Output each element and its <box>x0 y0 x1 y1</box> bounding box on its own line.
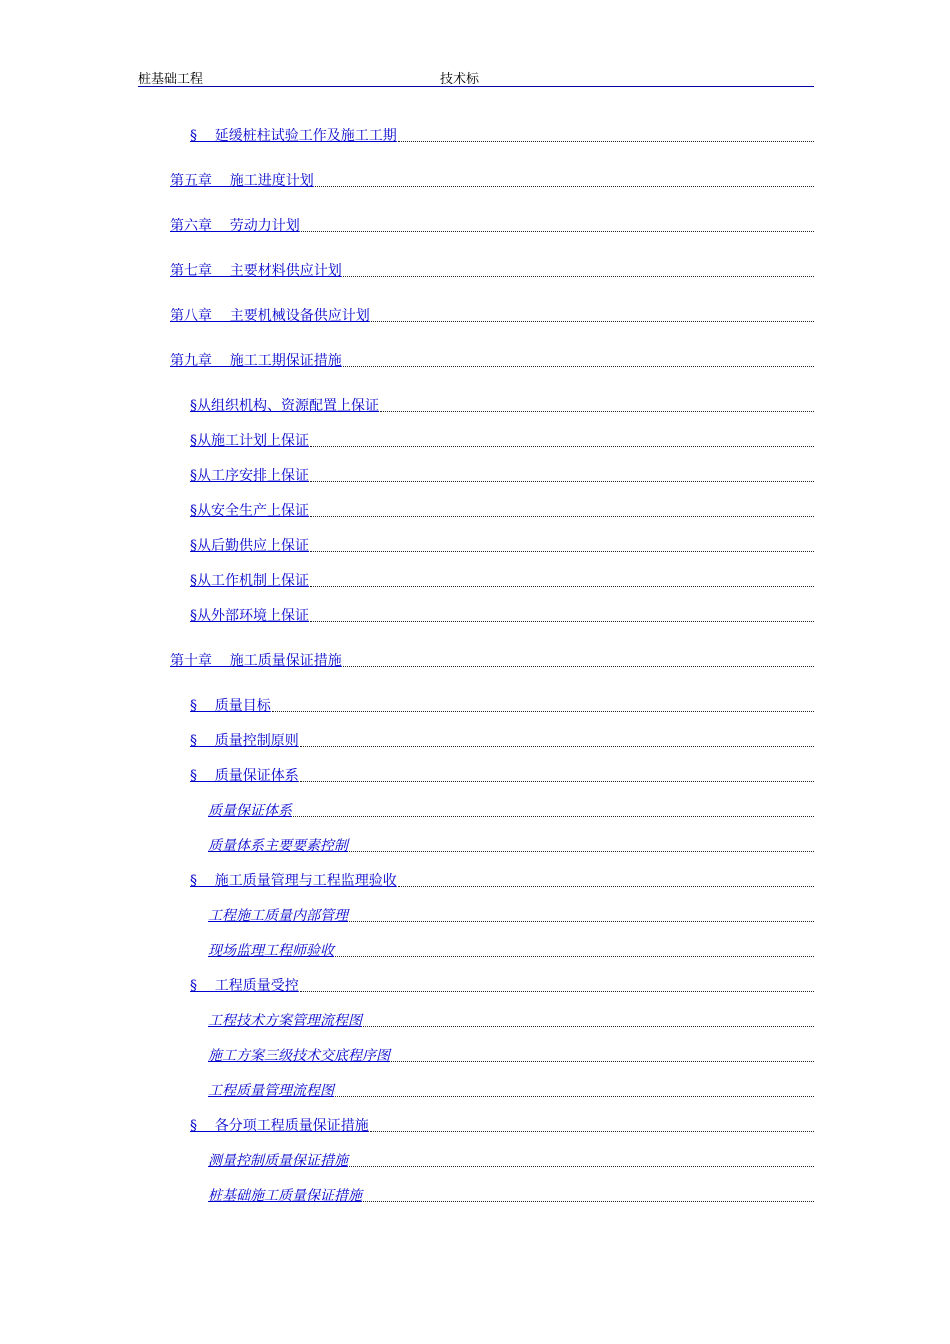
dot-leader <box>349 1165 814 1167</box>
dot-leader <box>391 1060 814 1062</box>
toc-entry-link[interactable]: § 质量目标 <box>190 698 271 714</box>
toc-entry[interactable] <box>170 170 814 190</box>
toc-entry[interactable] <box>208 800 814 820</box>
toc-entry[interactable] <box>208 940 814 960</box>
toc-entry-link[interactable]: 质量体系主要要素控制 <box>208 838 348 854</box>
toc-entry[interactable] <box>170 260 814 280</box>
toc-entry[interactable] <box>208 1150 814 1170</box>
dot-leader <box>398 140 814 142</box>
toc-entry[interactable] <box>208 1080 814 1100</box>
toc-entry[interactable] <box>170 650 814 670</box>
dot-leader <box>398 885 814 887</box>
dot-leader <box>300 780 814 782</box>
toc-entry-link[interactable]: § 工程质量受控 <box>190 978 299 994</box>
dot-leader <box>300 990 814 992</box>
header-document-type: 技术标 <box>440 72 480 87</box>
dot-leader <box>349 920 814 922</box>
dot-leader <box>272 710 814 712</box>
toc-entry-link[interactable]: § 延缓桩柱试验工作及施工工期 <box>190 128 397 144</box>
toc-entry-link[interactable]: 第十章 施工质量保证措施 <box>170 653 342 669</box>
toc-entry[interactable] <box>190 500 814 520</box>
toc-entry-link[interactable]: 工程施工质量内部管理 <box>208 908 348 924</box>
toc-entry[interactable] <box>190 465 814 485</box>
toc-entry[interactable] <box>208 905 814 925</box>
toc-entry[interactable] <box>190 870 814 890</box>
dot-leader <box>301 230 814 232</box>
toc-entry[interactable] <box>170 305 814 325</box>
dot-leader <box>293 815 814 817</box>
dot-leader <box>310 515 814 517</box>
toc-entry[interactable] <box>190 395 814 415</box>
dot-leader <box>371 320 814 322</box>
dot-leader <box>343 665 814 667</box>
dot-leader <box>310 550 814 552</box>
toc-entry[interactable] <box>190 1115 814 1135</box>
toc-entry-link[interactable]: 第六章 劳动力计划 <box>170 218 300 234</box>
toc-entry-link[interactable]: §从工序安排上保证 <box>190 468 309 484</box>
toc-entry-link[interactable]: 现场监理工程师验收 <box>208 943 334 959</box>
toc-entry[interactable] <box>190 695 814 715</box>
toc-entry-link[interactable]: § 施工质量管理与工程监理验收 <box>190 873 397 889</box>
dot-leader <box>343 365 814 367</box>
toc-entry[interactable] <box>190 975 814 995</box>
toc-entry-link[interactable]: 测量控制质量保证措施 <box>208 1153 348 1169</box>
toc-entry-link[interactable]: §从后勤供应上保证 <box>190 538 309 554</box>
toc-entry[interactable] <box>190 765 814 785</box>
toc-entry-link[interactable]: §从安全生产上保证 <box>190 503 309 519</box>
toc-entry[interactable] <box>170 215 814 235</box>
toc-entry[interactable] <box>190 535 814 555</box>
dot-leader <box>310 620 814 622</box>
dot-leader <box>335 1095 814 1097</box>
toc-entry-link[interactable]: §从施工计划上保证 <box>190 433 309 449</box>
header-project-name: 桩基础工程 <box>138 72 204 87</box>
dot-leader <box>335 955 814 957</box>
toc-entry[interactable] <box>190 430 814 450</box>
toc-entry[interactable] <box>208 835 814 855</box>
toc-entry-link[interactable]: § 各分项工程质量保证措施 <box>190 1118 369 1134</box>
dot-leader <box>349 850 814 852</box>
toc-entry-link[interactable]: 第七章 主要材料供应计划 <box>170 263 342 279</box>
dot-leader <box>343 275 814 277</box>
toc-entry-link[interactable]: 施工方案三级技术交底程序图 <box>208 1048 390 1064</box>
dot-leader <box>300 745 814 747</box>
toc-entry-link[interactable]: 工程技术方案管理流程图 <box>208 1013 362 1029</box>
dot-leader <box>310 480 814 482</box>
toc-entry-link[interactable]: 第九章 施工工期保证措施 <box>170 353 342 369</box>
page-header <box>138 66 814 87</box>
dot-leader <box>363 1025 814 1027</box>
toc-entry[interactable] <box>170 350 814 370</box>
dot-leader <box>310 585 814 587</box>
dot-leader <box>315 185 814 187</box>
dot-leader <box>380 410 814 412</box>
toc-entry[interactable] <box>190 570 814 590</box>
toc-entry-link[interactable]: §从组织机构、资源配置上保证 <box>190 398 379 414</box>
toc-entry-link[interactable]: 第五章 施工进度计划 <box>170 173 314 189</box>
toc-entry-link[interactable]: §从外部环境上保证 <box>190 608 309 624</box>
toc-entry-link[interactable]: 质量保证体系 <box>208 803 292 819</box>
toc-entry-link[interactable]: 第八章 主要机械设备供应计划 <box>170 308 370 324</box>
toc-entry[interactable] <box>208 1185 814 1205</box>
toc-entry-link[interactable]: § 质量控制原则 <box>190 733 299 749</box>
toc-entry[interactable] <box>208 1010 814 1030</box>
dot-leader <box>370 1130 814 1132</box>
dot-leader <box>363 1200 814 1202</box>
toc-entry[interactable] <box>190 125 814 145</box>
toc-entry[interactable] <box>208 1045 814 1065</box>
toc-entry[interactable] <box>190 730 814 750</box>
toc-entry-link[interactable]: §从工作机制上保证 <box>190 573 309 589</box>
toc-entry-link[interactable]: § 质量保证体系 <box>190 768 299 784</box>
dot-leader <box>310 445 814 447</box>
toc-entry-link[interactable]: 工程质量管理流程图 <box>208 1083 334 1099</box>
toc-entry[interactable] <box>190 605 814 625</box>
toc-entry-link[interactable]: 桩基础施工质量保证措施 <box>208 1188 362 1204</box>
